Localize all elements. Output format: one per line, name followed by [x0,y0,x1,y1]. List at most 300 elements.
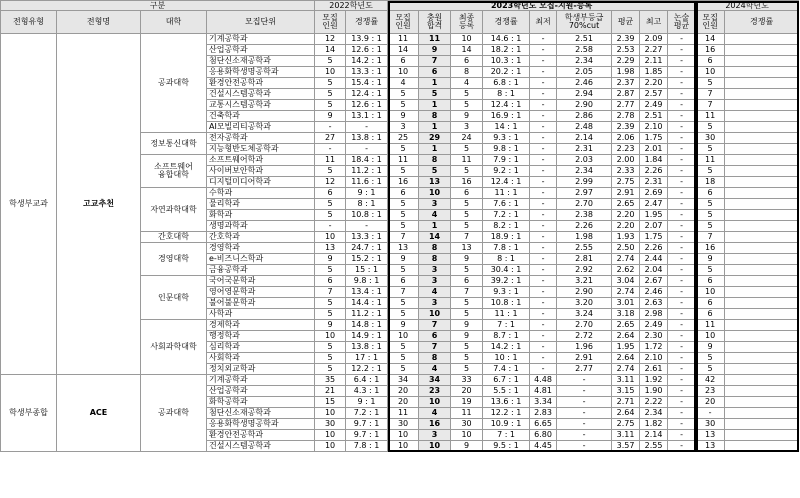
cell-2023-avg: 2.20 [612,210,640,221]
cell-2023-min: - [530,232,557,243]
cell-2023-final: 10 [451,34,483,45]
cell-2024-ratio [725,166,799,177]
cell-2022-recruit: 5 [315,89,346,100]
dept-cell: 기계공학과 [207,375,315,386]
cell-2023-essay: - [668,375,696,386]
cell-2023-accept: 8 [419,254,451,265]
cell-2023-avg: 2.75 [612,177,640,188]
cell-2024-recruit: 6 [696,298,725,309]
cell-2022-ratio: 17 : 1 [346,353,388,364]
cell-2022-recruit: 7 [315,287,346,298]
cell-2023-ratio: 9.8 : 1 [483,144,530,155]
cell-2022-ratio: 13.1 : 1 [346,111,388,122]
cell-2023-accept: 4 [419,210,451,221]
cell-2023-final: 11 [451,408,483,419]
dept-cell: 응용화학생명공학과 [207,67,315,78]
dept-cell: 첨단신소재공학과 [207,56,315,67]
cell-2023-accept: 1 [419,221,451,232]
cell-2024-ratio [725,221,799,232]
cell-2023-recruit: 13 [388,243,419,254]
dept-cell: 사회학과 [207,353,315,364]
cell-2022-recruit: 21 [315,386,346,397]
cell-2023-recruit: 5 [388,364,419,375]
college-cell: 간호대학 [141,232,207,243]
cell-2023-ratio: 16.9 : 1 [483,111,530,122]
cell-2023-essay: - [668,276,696,287]
cell-2023-min: 4.48 [530,375,557,386]
cell-2023-essay: - [668,56,696,67]
cell-2023-max: 2.69 [640,188,668,199]
cell-2022-ratio: 8 : 1 [346,199,388,210]
cell-2023-cut: 2.26 [557,221,612,232]
cell-2022-ratio: 12.2 : 1 [346,364,388,375]
cell-2024-ratio [725,397,799,408]
table-row [1,375,799,386]
cell-2022-ratio: 12.6 : 1 [346,45,388,56]
cell-2022-recruit: 27 [315,133,346,144]
cell-2023-essay: - [668,45,696,56]
cell-2023-cut: - [557,386,612,397]
cell-2023-cut: 2.38 [557,210,612,221]
cell-2023-final: 19 [451,397,483,408]
cell-2023-max: 2.34 [640,408,668,419]
cell-2023-min: - [530,144,557,155]
cell-2023-recruit: 5 [388,353,419,364]
cell-2023-cut: 2.55 [557,243,612,254]
cell-2023-avg: 2.06 [612,133,640,144]
cell-2023-final: 14 [451,45,483,56]
cell-2024-recruit: 7 [696,100,725,111]
cell-2022-recruit: 5 [315,342,346,353]
cell-2023-min: - [530,122,557,133]
cell-2022-recruit: 5 [315,298,346,309]
cell-2022-recruit: 35 [315,375,346,386]
cell-2024-recruit: 10 [696,331,725,342]
col-2022-ratio: 경쟁률 [346,11,388,34]
cell-2023-recruit: 6 [388,56,419,67]
cell-2023-recruit: 5 [388,210,419,221]
cell-2023-max: 2.26 [640,166,668,177]
cell-2024-recruit: 11 [696,320,725,331]
dept-cell: 경영학과 [207,243,315,254]
dept-cell: 간호학과 [207,232,315,243]
cell-2022-recruit: 11 [315,155,346,166]
dept-cell: 건설시스템공학과 [207,441,315,452]
cell-2022-ratio: 11.2 : 1 [346,309,388,320]
cell-2023-essay: - [668,287,696,298]
dept-cell: 건축학과 [207,111,315,122]
cell-2022-recruit: 5 [315,199,346,210]
track-name-cell: ACE [57,375,141,452]
col-track-type: 전형유형 [1,11,57,34]
cell-2023-accept: 8 [419,155,451,166]
cell-2023-final: 9 [451,111,483,122]
cell-2022-recruit: 5 [315,100,346,111]
cell-2023-essay: - [668,221,696,232]
cell-2023-accept: 1 [419,144,451,155]
cell-2023-final: 13 [451,243,483,254]
cell-2023-recruit: 5 [388,298,419,309]
cell-2023-accept: 4 [419,408,451,419]
cell-2023-recruit: 6 [388,276,419,287]
cell-2024-recruit: - [696,408,725,419]
cell-2023-final: 7 [451,287,483,298]
cell-2023-max: 2.61 [640,364,668,375]
col-college: 대학 [141,11,207,34]
cell-2023-recruit: 16 [388,177,419,188]
cell-2023-cut: 2.81 [557,254,612,265]
cell-2023-max: 1.84 [640,155,668,166]
cell-2023-avg: 2.78 [612,111,640,122]
dept-cell: 화학과 [207,210,315,221]
cell-2023-max: 2.10 [640,122,668,133]
cell-2024-ratio [725,287,799,298]
cell-2023-min: - [530,166,557,177]
cell-2024-ratio [725,375,799,386]
cell-2022-recruit: 5 [315,364,346,375]
cell-2023-max: 1.75 [640,232,668,243]
cell-2023-essay: - [668,122,696,133]
cell-2023-max: 2.55 [640,441,668,452]
cell-2024-recruit: 13 [696,441,725,452]
cell-2024-ratio [725,298,799,309]
cell-2023-final: 5 [451,342,483,353]
cell-2023-recruit: 10 [388,441,419,452]
cell-2024-recruit: 5 [696,221,725,232]
cell-2023-recruit: 9 [388,254,419,265]
cell-2022-recruit: - [315,144,346,155]
cell-2024-recruit: 14 [696,34,725,45]
cell-2023-avg: 2.91 [612,188,640,199]
cell-2023-cut: 2.70 [557,199,612,210]
cell-2022-recruit: 30 [315,419,346,430]
cell-2023-ratio: 10.8 : 1 [483,298,530,309]
cell-2023-final: 5 [451,309,483,320]
col-2024-ratio: 경쟁률 [725,11,799,34]
cell-2023-avg: 2.50 [612,243,640,254]
cell-2023-cut: 3.21 [557,276,612,287]
cell-2023-cut: - [557,408,612,419]
cell-2023-max: 2.51 [640,111,668,122]
cell-2023-ratio: 9.3 : 1 [483,133,530,144]
cell-2023-max: 2.22 [640,397,668,408]
cell-2023-final: 6 [451,188,483,199]
cell-2024-ratio [725,155,799,166]
cell-2023-essay: - [668,309,696,320]
cell-2023-accept: 10 [419,309,451,320]
cell-2023-max: 2.14 [640,430,668,441]
cell-2023-max: 2.57 [640,89,668,100]
cell-2022-ratio: 15.4 : 1 [346,78,388,89]
college-cell: 경영대학 [141,243,207,276]
cell-2023-max: 2.67 [640,276,668,287]
cell-2023-accept: 7 [419,56,451,67]
table-body [1,34,799,452]
cell-2023-recruit: 7 [388,232,419,243]
cell-2023-final: 5 [451,265,483,276]
cell-2022-ratio: - [346,221,388,232]
cell-2023-cut: 2.70 [557,320,612,331]
cell-2023-min: - [530,320,557,331]
cell-2024-ratio [725,67,799,78]
cell-2023-cut: 2.92 [557,265,612,276]
cell-2023-accept: 10 [419,397,451,408]
cell-2023-essay: - [668,89,696,100]
cell-2023-accept: 8 [419,111,451,122]
cell-2022-ratio: 9.8 : 1 [346,276,388,287]
col-track-name: 전형명 [57,11,141,34]
table-row [1,34,799,45]
cell-2024-recruit: 6 [696,188,725,199]
cell-2024-recruit: 5 [696,199,725,210]
cell-2022-ratio: 13.8 : 1 [346,342,388,353]
cell-2023-accept: 4 [419,364,451,375]
dept-cell: 건설시스템공학과 [207,89,315,100]
cell-2023-recruit: 5 [388,166,419,177]
dept-cell: 정치외교학과 [207,364,315,375]
cell-2023-accept: 9 [419,45,451,56]
cell-2023-max: 1.82 [640,419,668,430]
cell-2024-ratio [725,320,799,331]
cell-2024-recruit: 30 [696,419,725,430]
cell-2023-ratio: 8.7 : 1 [483,331,530,342]
cell-2022-ratio: 14.2 : 1 [346,56,388,67]
cell-2023-cut: 1.96 [557,342,612,353]
cell-2024-recruit: 13 [696,430,725,441]
track-type-cell: 학생부종합 [1,375,57,452]
cell-2024-recruit: 5 [696,78,725,89]
cell-2023-accept: 8 [419,353,451,364]
cell-2023-min: - [530,243,557,254]
cell-2023-max: 2.63 [640,298,668,309]
dept-cell: 소프트웨어학과 [207,155,315,166]
cell-2023-accept: 3 [419,265,451,276]
cell-2024-ratio [725,441,799,452]
col-dept: 모집단위 [207,11,315,34]
cell-2023-accept: 6 [419,67,451,78]
cell-2023-min: - [530,78,557,89]
cell-2023-recruit: 10 [388,67,419,78]
dept-cell: 교통시스템공학과 [207,100,315,111]
cell-2023-min: 6.65 [530,419,557,430]
cell-2023-avg: 2.74 [612,287,640,298]
col-2023-accept: 충원 합격 [419,11,451,34]
cell-2023-ratio: 9.5 : 1 [483,441,530,452]
cell-2023-cut: 2.91 [557,353,612,364]
cell-2023-essay: - [668,100,696,111]
cell-2023-avg: 3.11 [612,430,640,441]
cell-2024-ratio [725,133,799,144]
cell-2023-final: 33 [451,375,483,386]
cell-2024-ratio [725,45,799,56]
cell-2023-cut: 2.77 [557,364,612,375]
cell-2023-final: 5 [451,210,483,221]
cell-2024-recruit: 30 [696,133,725,144]
college-cell: 공과대학 [141,34,207,133]
cell-2023-ratio: 39.2 : 1 [483,276,530,287]
cell-2023-max: 2.04 [640,265,668,276]
cell-2023-min: 3.34 [530,397,557,408]
cell-2023-final: 6 [451,56,483,67]
cell-2023-final: 10 [451,430,483,441]
cell-2023-accept: 3 [419,276,451,287]
cell-2023-max: 2.98 [640,309,668,320]
cell-2023-ratio: 10 : 1 [483,353,530,364]
cell-2023-avg: 2.62 [612,265,640,276]
cell-2023-avg: 2.74 [612,364,640,375]
cell-2023-accept: 10 [419,188,451,199]
cell-2024-recruit: 5 [696,210,725,221]
cell-2023-max: 2.49 [640,320,668,331]
cell-2023-ratio: 10.3 : 1 [483,56,530,67]
cell-2024-ratio [725,309,799,320]
cell-2022-recruit: 5 [315,353,346,364]
cell-2023-min: 6.80 [530,430,557,441]
cell-2023-recruit: 5 [388,199,419,210]
cell-2023-max: 2.47 [640,199,668,210]
cell-2023-accept: 1 [419,78,451,89]
cell-2022-ratio: 12.4 : 1 [346,89,388,100]
cell-2022-recruit: 12 [315,177,346,188]
cell-2022-ratio: 15.2 : 1 [346,254,388,265]
cell-2023-recruit: 6 [388,188,419,199]
cell-2023-recruit: 5 [388,309,419,320]
cell-2023-max: 2.49 [640,100,668,111]
cell-2023-ratio: 14.6 : 1 [483,34,530,45]
cell-2023-cut: 2.94 [557,89,612,100]
cell-2023-accept: 13 [419,177,451,188]
cell-2023-avg: 2.64 [612,331,640,342]
cell-2023-min: - [530,34,557,45]
cell-2023-accept: 1 [419,100,451,111]
cell-2022-ratio: 4.3 : 1 [346,386,388,397]
year-2023-header: 2023학년도 모집-지원-등록 [388,1,696,11]
cell-2023-ratio: 18.9 : 1 [483,232,530,243]
college-cell: 자연과학대학 [141,188,207,232]
cell-2022-recruit: 10 [315,441,346,452]
cell-2023-avg: 2.75 [612,419,640,430]
cell-2023-min: - [530,210,557,221]
cell-2023-final: 9 [451,441,483,452]
cell-2023-avg: 1.93 [612,232,640,243]
cell-2023-avg: 2.33 [612,166,640,177]
cell-2023-max: 2.07 [640,221,668,232]
cell-2023-final: 9 [451,254,483,265]
cell-2024-ratio [725,364,799,375]
cell-2023-recruit: 5 [388,342,419,353]
cell-2023-essay: - [668,320,696,331]
cell-2023-accept: 4 [419,287,451,298]
cell-2024-recruit: 5 [696,353,725,364]
cell-2023-avg: 2.77 [612,100,640,111]
cell-2023-accept: 7 [419,342,451,353]
dept-cell: 지능형반도체공학과 [207,144,315,155]
cell-2023-essay: - [668,67,696,78]
cell-2023-accept: 7 [419,320,451,331]
cell-2023-cut: 2.51 [557,34,612,45]
cell-2022-ratio: 13.3 : 1 [346,67,388,78]
cell-2023-accept: 3 [419,298,451,309]
cell-2024-recruit: 5 [696,364,725,375]
cell-2023-recruit: 20 [388,397,419,408]
cell-2023-avg: 2.39 [612,34,640,45]
cell-2023-final: 4 [451,78,483,89]
dept-cell: 환경안전공학과 [207,430,315,441]
cell-2022-recruit: 6 [315,188,346,199]
cell-2023-recruit: 5 [388,100,419,111]
cell-2023-avg: 3.18 [612,309,640,320]
dept-cell: 영어영문학과 [207,287,315,298]
year-2024-header: 2024학년도 [696,1,799,11]
dept-cell: 불어불문학과 [207,298,315,309]
cell-2023-final: 8 [451,67,483,78]
cell-2023-ratio: 7 : 1 [483,430,530,441]
cell-2023-accept: 11 [419,34,451,45]
col-2023-cut: 학생부등급 70%cut [557,11,612,34]
cell-2023-ratio: 6.7 : 1 [483,375,530,386]
cell-2023-essay: - [668,298,696,309]
cell-2023-avg: 2.29 [612,56,640,67]
cell-2022-ratio: 18.4 : 1 [346,155,388,166]
cell-2023-min: - [530,254,557,265]
cell-2023-min: - [530,188,557,199]
dept-cell: 국어국문학과 [207,276,315,287]
cell-2023-essay: - [668,265,696,276]
cell-2024-recruit: 5 [696,265,725,276]
cell-2023-avg: 3.01 [612,298,640,309]
cell-2023-accept: 14 [419,232,451,243]
cell-2023-final: 20 [451,386,483,397]
cell-2023-avg: 2.71 [612,397,640,408]
cell-2023-essay: - [668,111,696,122]
cell-2022-recruit: 6 [315,276,346,287]
col-2023-max: 최고 [640,11,668,34]
cell-2024-ratio [725,111,799,122]
cell-2023-max: 2.30 [640,331,668,342]
cell-2023-min: - [530,155,557,166]
dept-cell: 행정학과 [207,331,315,342]
cell-2023-cut: - [557,397,612,408]
dept-cell: 생명과학과 [207,221,315,232]
cell-2023-min: - [530,265,557,276]
college-cell: 소프트웨어 융합대학 [141,155,207,188]
cell-2023-min: - [530,298,557,309]
cell-2023-ratio: 8 : 1 [483,89,530,100]
cell-2023-final: 3 [451,122,483,133]
cell-2023-cut: 2.48 [557,122,612,133]
cell-2023-essay: - [668,331,696,342]
cell-2023-min: - [530,111,557,122]
cell-2023-avg: 2.53 [612,45,640,56]
cell-2023-recruit: 30 [388,419,419,430]
cell-2023-ratio: 9.2 : 1 [483,166,530,177]
cell-2022-ratio: 14.4 : 1 [346,298,388,309]
cell-2023-recruit: 9 [388,320,419,331]
dept-cell: 응용화학생명공학과 [207,419,315,430]
cell-2023-recruit: 11 [388,34,419,45]
cell-2022-ratio: 13.3 : 1 [346,232,388,243]
cell-2023-cut: - [557,430,612,441]
cell-2024-ratio [725,408,799,419]
header-row-columns [1,11,799,34]
cell-2022-ratio: 15 : 1 [346,265,388,276]
cell-2024-ratio [725,188,799,199]
cell-2023-ratio: 11 : 1 [483,309,530,320]
cell-2022-recruit: 5 [315,78,346,89]
cell-2023-essay: - [668,243,696,254]
cell-2023-avg: 2.87 [612,89,640,100]
cell-2023-max: 2.10 [640,353,668,364]
